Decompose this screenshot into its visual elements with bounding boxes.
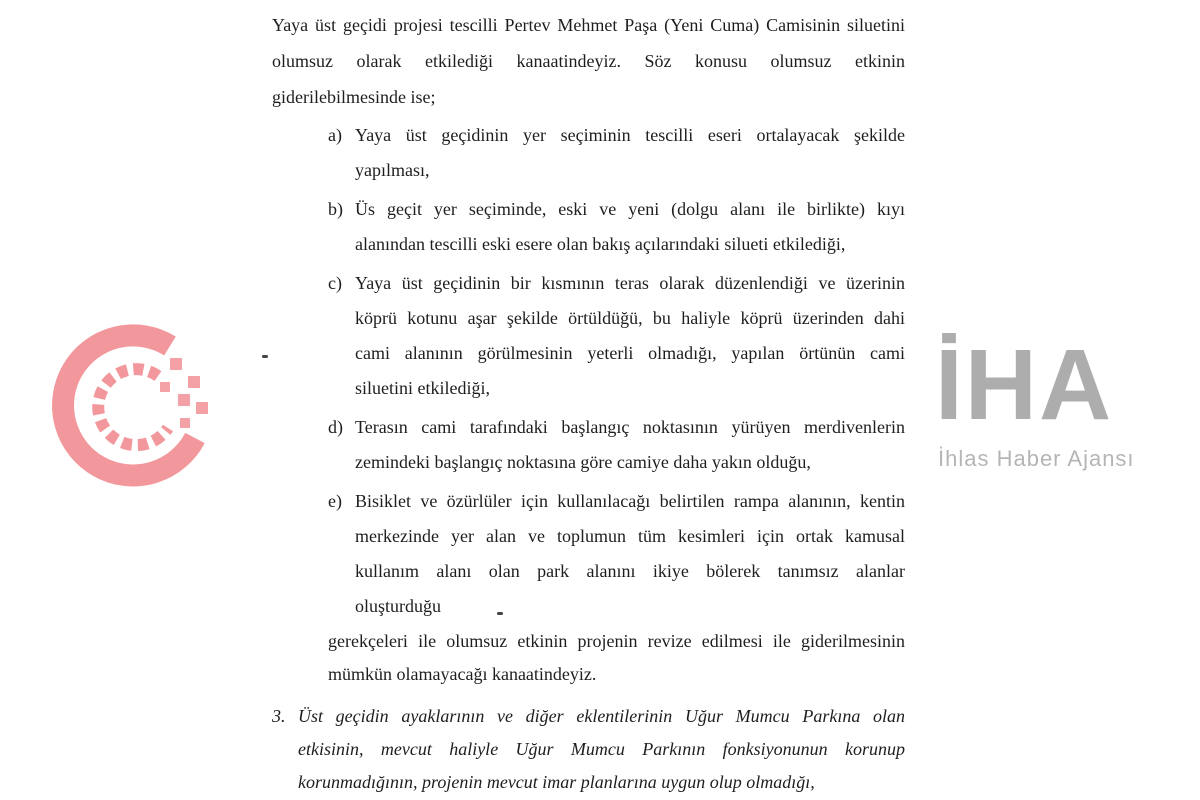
- list-item-line: alanından tescilli eski esere olan bakış açılarındaki silueti etkilediği,: [355, 234, 846, 254]
- list-item-label: a): [328, 125, 342, 145]
- list-item-label: e): [328, 491, 342, 511]
- list-item-line: Yaya üst geçidinin yer seçiminin tescilli eseri ortalayacak şekilde: [355, 125, 905, 145]
- list-item-line: Bisiklet ve özürlüler için kullanılacağı belirtilen rampa alanının, kentin: [355, 491, 905, 511]
- list-item-label: b): [328, 199, 343, 219]
- list-item-line: köprü kotunu aşar şekilde örtüldüğü, bu haliyle köprü üzerinden dahi: [355, 308, 905, 328]
- list-item-line: merkezinde yer alan ve toplumun tüm kesimleri için ortak kamusal: [355, 526, 905, 546]
- conclusion-line: gerekçeleri ile olumsuz etkinin projenin revize edilmesi ile giderilmesinin: [328, 631, 905, 651]
- list-item-label: 3.: [272, 706, 286, 726]
- watermark-subtitle: İhlas Haber Ajansı: [938, 446, 1135, 471]
- list-item-label: d): [328, 417, 343, 437]
- list-item-line: oluşturduğu: [355, 596, 442, 616]
- list-item-line: yapılması,: [355, 160, 430, 180]
- list-item-line: kullanım alanı olan park alanını ikiye bölerek tanımsız alanlar: [355, 561, 905, 581]
- section3-line: etkisinin, mevcut haliyle Uğur Mumcu Parkının fonksiyonunun korunup: [298, 739, 905, 759]
- section3-line: korunmadığının, projenin mevcut imar planlarına uygun olup olmadığı,: [298, 772, 815, 792]
- list-item-line: Terasın cami tarafındaki başlangıç noktasının yürüyen merdivenlerin: [355, 417, 905, 437]
- intro-line: giderilebilmesinde ise;: [272, 87, 436, 107]
- list-item-line: zemindeki başlangıç noktasına göre camiye daha yakın olduğu,: [355, 452, 811, 472]
- list-item-line: cami alanının görülmesinin yeterli olmadığı, yapılan örtünün cami: [355, 343, 905, 363]
- intro-line: olumsuz olarak etkilediği kanaatindeyiz. Söz konusu olumsuz etkinin: [272, 51, 905, 71]
- scan-speck: [497, 612, 503, 615]
- watermark-logo-text: İHA: [935, 329, 1114, 441]
- iha-logo-ring-icon: [50, 318, 220, 488]
- section3-line: Üst geçidin ayaklarının ve diğer eklentilerinin Uğur Mumcu Parkına olan: [298, 706, 905, 726]
- conclusion-line: mümkün olamayacağı kanaatindeyiz.: [328, 664, 597, 684]
- list-item-line: Yaya üst geçidinin bir kısmının teras olarak düzenlendiği ve üzerinin: [355, 273, 905, 293]
- list-item-line: Üs geçit yer seçiminde, eski ve yeni (dolgu alanı ile birlikte) kıyı: [355, 199, 905, 219]
- list-item-label: c): [328, 273, 342, 293]
- list-item-line: siluetini etkilediği,: [355, 378, 490, 398]
- scan-speck: [262, 355, 268, 358]
- intro-line: Yaya üst geçidi projesi tescilli Pertev Mehmet Paşa (Yeni Cuma) Camisinin siluetini: [272, 15, 905, 35]
